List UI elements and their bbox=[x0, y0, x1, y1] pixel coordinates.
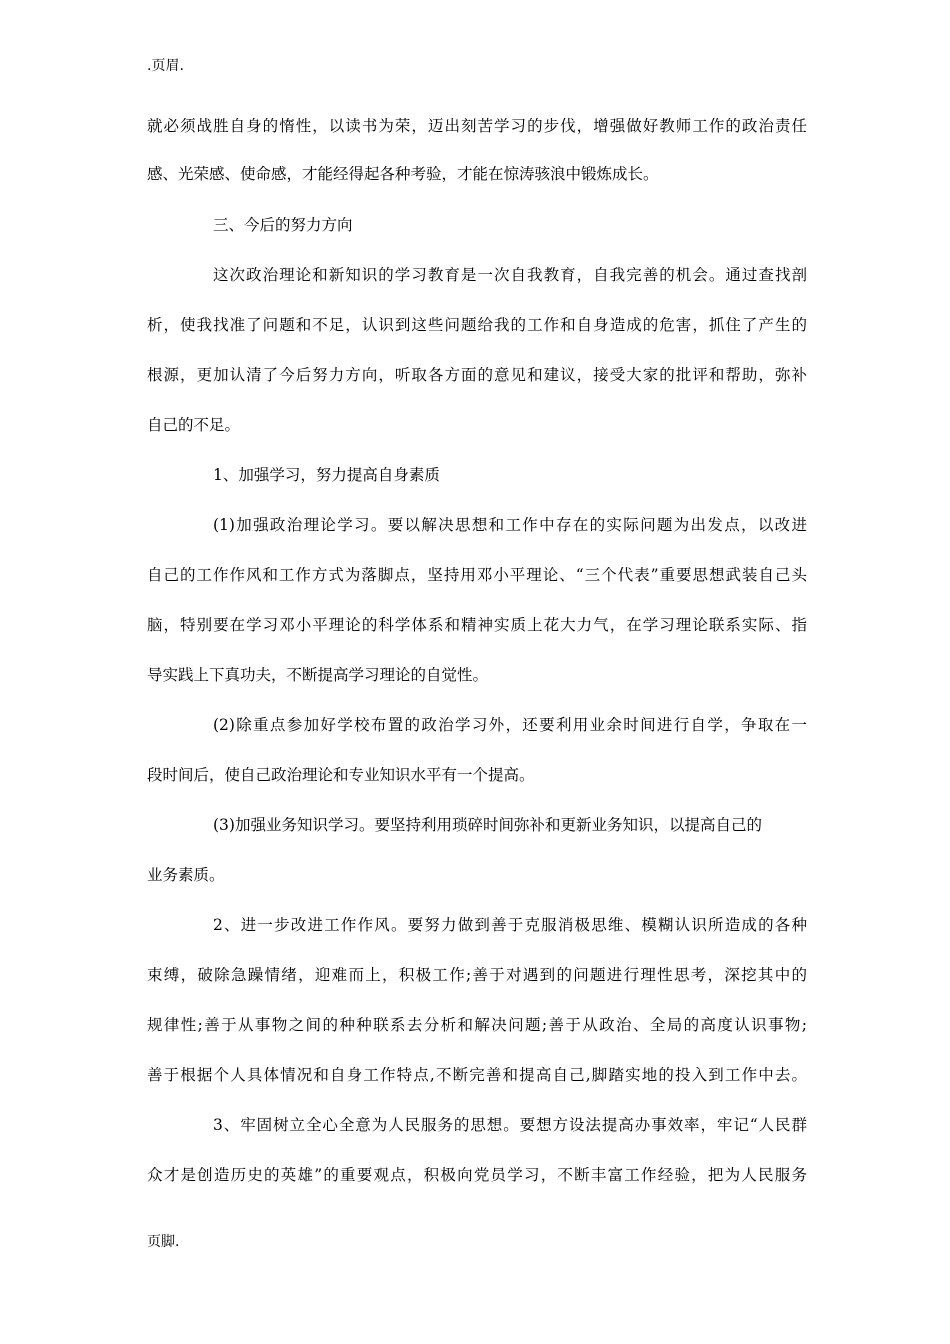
paragraph-line: 规律性;善于从事物之间的种种联系去分析和解决问题;善于从政治、全局的高度认识事物; bbox=[147, 1016, 807, 1034]
paragraph-line: 业务素质。 bbox=[147, 866, 225, 884]
page-footer: 页脚. bbox=[147, 1234, 180, 1250]
paragraph-line: 自己的不足。 bbox=[147, 416, 241, 434]
paragraph-line: 导实践上下真功夫，不断提高学习理论的自觉性。 bbox=[147, 666, 489, 684]
paragraph-line: 众才是创造历史的英雄”的重要观点，积极向党员学习，不断丰富工作经验，把为人民服务 bbox=[147, 1166, 807, 1184]
paragraph-line: 就必须战胜自身的惰性，以读书为荣，迈出刻苦学习的步伐，增强做好教师工作的政治责任 bbox=[147, 117, 807, 135]
paragraph-line: 善于根据个人具体情况和自身工作特点,不断完善和提高自己,脚踏实地的投入到工作中去。 bbox=[147, 1066, 807, 1084]
paragraph-line: (1)加强政治理论学习。要以解决思想和工作中存在的实际问题为出发点，以改进 bbox=[213, 516, 807, 534]
paragraph-line: 感、光荣感、使命感，才能经得起各种考验，才能在惊涛骇浪中锻炼成长。 bbox=[147, 165, 659, 183]
paragraph-line: 自己的工作作风和工作方式为落脚点，坚持用邓小平理论、“三个代表”重要思想武装自己头 bbox=[147, 566, 807, 584]
paragraph-line: 束缚，破除急躁情绪，迎难而上，积极工作;善于对遇到的问题进行理性思考，深挖其中的 bbox=[147, 966, 807, 984]
paragraph-line: 脑，特别要在学习邓小平理论的科学体系和精神实质上花大力气，在学习理论联系实际、指 bbox=[147, 616, 807, 634]
paragraph-line: 这次政治理论和新知识的学习教育是一次自我教育，自我完善的机会。通过查找剖 bbox=[213, 266, 807, 284]
paragraph-line: (3)加强业务知识学习。要坚持利用琐碎时间弥补和更新业务知识，以提高自己的 bbox=[213, 816, 762, 834]
section-heading: 三、今后的努力方向 bbox=[213, 216, 353, 234]
page-header: .页眉. bbox=[147, 58, 184, 74]
paragraph-line: 根源，更加认清了今后努力方向，听取各方面的意见和建议，接受大家的批评和帮助，弥补 bbox=[147, 366, 807, 384]
paragraph-line: 3、牢固树立全心全意为人民服务的思想。要想方设法提高办事效率，牢记“人民群 bbox=[213, 1116, 807, 1134]
paragraph-line: 段时间后，使自己政治理论和专业知识水平有一个提高。 bbox=[147, 766, 535, 784]
paragraph-line: 析，使我找准了问题和不足，认识到这些问题给我的工作和自身造成的危害，抓住了产生的 bbox=[147, 316, 807, 334]
paragraph-line: 2、进一步改进工作作风。要努力做到善于克服消极思维、模糊认识所造成的各种 bbox=[213, 916, 807, 934]
subsection-heading: 1、加强学习，努力提高自身素质 bbox=[213, 466, 440, 484]
paragraph-line: (2)除重点参加好学校布置的政治学习外，还要利用业余时间进行自学，争取在一 bbox=[213, 716, 807, 734]
